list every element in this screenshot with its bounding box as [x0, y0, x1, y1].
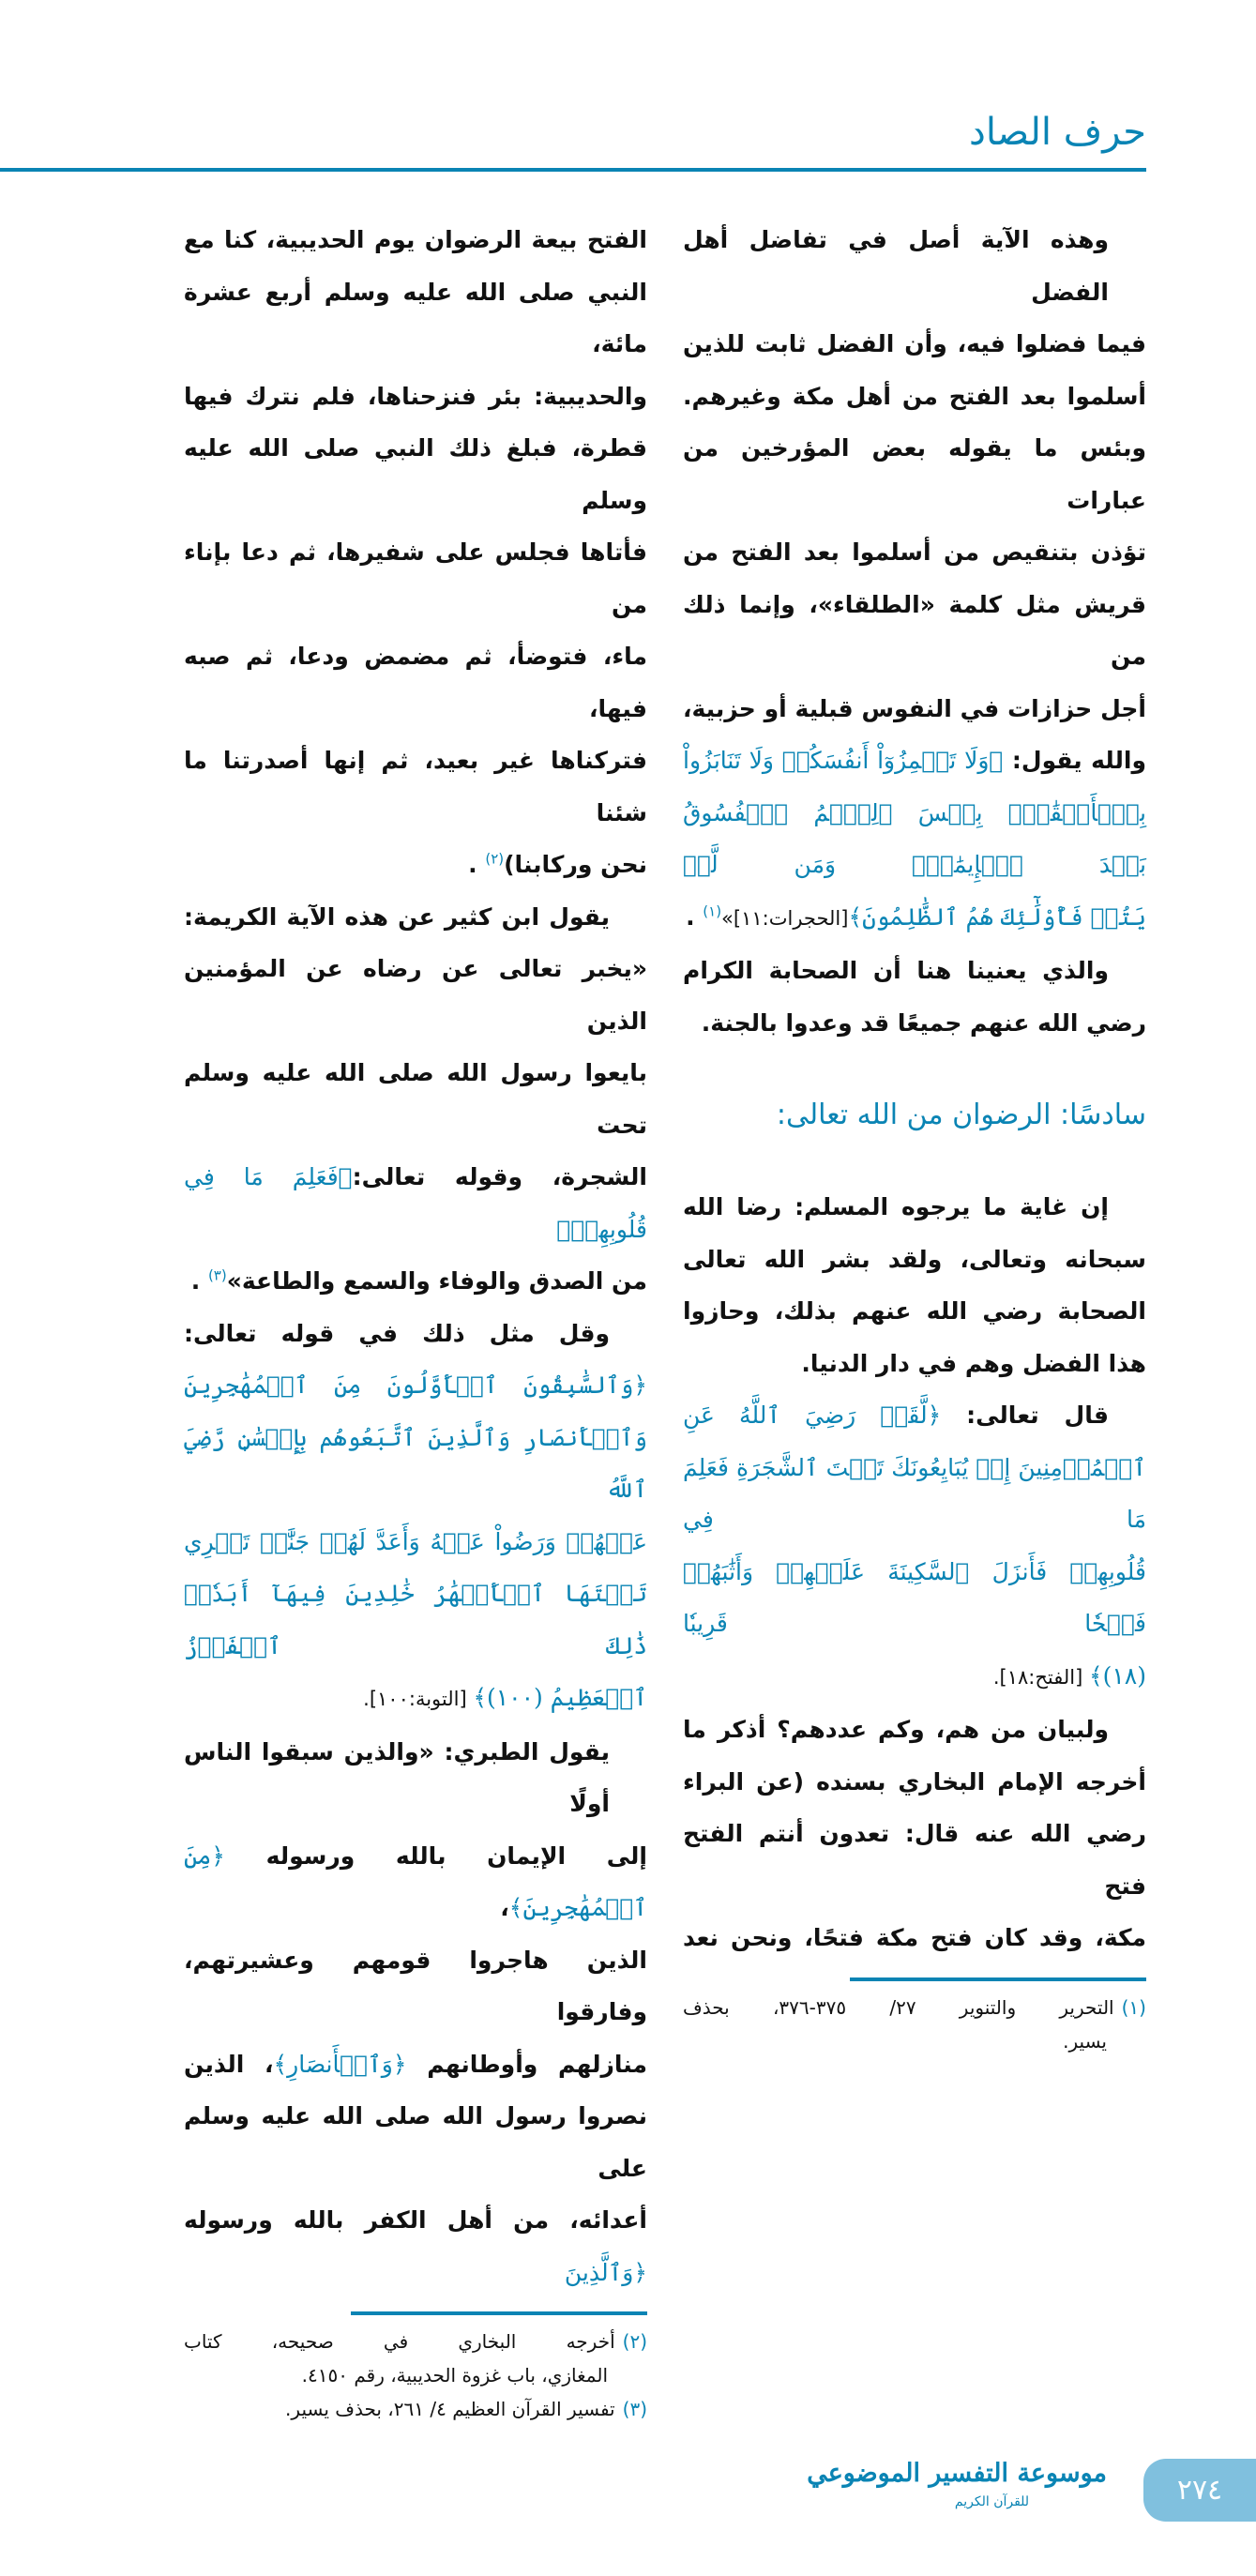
text-line	[184, 526, 647, 630]
body-text: وقل مثل ذلك في قوله تعالى:	[184, 1319, 610, 1347]
body-text: وهذه الآية أصل في تفاضل أهل الفضل	[683, 226, 1109, 306]
text-line	[683, 1704, 1146, 1756]
text-line	[184, 2090, 647, 2194]
quran-verse: ﴿وَلَا تَلۡمِزُوٓاْ أَنفُسَكُمۡ وَلَا تَنَابَزُواْ	[683, 747, 1004, 774]
quran-verse: بِٱلۡأَلۡقَٰبِۖ بِئۡسَ ٱلِٱسۡمُ ٱلۡفُسُوقُ بَعۡدَ ٱلۡإِيمَٰنِۚ وَمَن لَّمۡ	[683, 798, 1146, 878]
body-text: رضي الله عنهم جميعًا قد وعدوا بالجنة.	[701, 1008, 1146, 1037]
body-text: بايعوا رسول الله صلى الله عليه وسلم تحت	[184, 1059, 647, 1139]
quran-verse: عَنۡهُمۡ وَرَضُواْ عَنۡهُ وَأَعَدَّ لَهُمۡ جَنَّٰتٖ تَجۡرِي	[184, 1527, 647, 1555]
quran-verse: ﴿لَّقَدۡ رَضِيَ ٱللَّهُ عَنِ	[683, 1402, 942, 1429]
footnote-number: (٣)	[622, 2398, 647, 2420]
footnote-row	[184, 2392, 647, 2426]
text-line	[184, 371, 647, 423]
hadith-text: قطرة، فبلغ ذلك النبي صلى الله عليه وسلم	[184, 434, 647, 514]
logo-title: موسوعة التفسير الموضوعي	[807, 2459, 1107, 2488]
text-line	[683, 318, 1146, 371]
hadith-text: فأتاها فجلس على شفيرها، ثم دعا بإناء من	[184, 538, 647, 618]
body-text: ولبيان من هم، وكم عددهم؟ أذكر ما	[683, 1716, 1109, 1743]
body-text: والذي يعنينا هنا أن الصحابة الكرام	[683, 957, 1109, 984]
chapter-title: حرف الصاد	[969, 111, 1146, 154]
text-line	[184, 735, 647, 839]
body-text: سادسًا: الرضوان من الله تعالى:	[776, 1099, 1146, 1131]
text-line	[184, 630, 647, 735]
quran-verse: قُلُوبِهِمۡ فَأَنزَلَ ٱلسَّكِينَةَ عَلَيۡهِمۡ وَأَثَٰبَهُمۡ فَتۡحٗا قَرِيبٗا	[683, 1557, 1146, 1637]
header-divider	[0, 168, 1146, 172]
text-line	[683, 1808, 1146, 1912]
body-text: يقول الطبري: «والذين سبقوا الناس أولًا	[184, 1737, 610, 1817]
footnote-row	[683, 2024, 1146, 2058]
text-line	[184, 1359, 647, 1412]
hadith-text: والحديبية: بئر فنزحناها، فلم نترك فيها	[184, 382, 647, 410]
text-line	[683, 945, 1146, 997]
text-line	[683, 787, 1146, 891]
text-line	[683, 683, 1146, 735]
text-line	[683, 371, 1146, 423]
body-text: أخرجه الإمام البخاري بسنده	[804, 1767, 1146, 1796]
left-text-column	[184, 214, 647, 2426]
body-text: يقول ابن كثير عن هذه الآية الكريمة:	[184, 902, 610, 931]
text-line	[683, 1546, 1146, 1650]
page-number: ٢٧٤	[1143, 2459, 1256, 2522]
text-line	[683, 1285, 1146, 1338]
body-text: تؤذن بتنقيص من أسلموا بعد الفتح من	[683, 538, 1146, 566]
logo-subtitle: للقرآن الكريم	[954, 2494, 1030, 2509]
quran-verse: يَتُبۡ فَأُوْلَٰٓئِكَ هُمُ ٱلظَّٰلِمُونَ﴾	[848, 902, 1146, 931]
text-line	[184, 1151, 647, 1255]
body-text: ، الذين	[184, 2050, 274, 2078]
footnote-marker[interactable]: (٣)	[207, 1266, 227, 1284]
text-line	[683, 1650, 1146, 1705]
body-text: «يخبر تعالى عن رضاه عن المؤمنين الذين	[184, 955, 647, 1035]
hadith-text: (عن البراء	[683, 1767, 805, 1796]
footnote-number: (٢)	[622, 2330, 647, 2353]
quran-verse: ﴿مِنَ ٱلۡمُهَٰجِرِينَ﴾	[184, 1841, 647, 1921]
right-text-column	[683, 214, 1146, 2058]
text-line	[683, 1338, 1146, 1390]
body-text: قريش مثل كلمة «الطلقاء»، وإنما ذلك من	[683, 590, 1146, 670]
left-column-body	[184, 214, 647, 2298]
text-line	[683, 997, 1146, 1050]
footnotes-left	[184, 2325, 647, 2426]
body-text: الشجرة، وقوله تعالى:	[352, 1163, 648, 1190]
body-text: والله يقول:	[1003, 747, 1147, 774]
text-line	[683, 526, 1146, 579]
text-line	[683, 422, 1146, 526]
text-line	[683, 891, 1146, 946]
text-line	[184, 1308, 647, 1360]
body-text: أجل حزازات في النفوس قبلية أو حزبية،	[683, 694, 1146, 722]
body-text: .	[686, 902, 704, 931]
footnote-marker[interactable]: (٢)	[485, 850, 505, 868]
footnote-text: أخرجه البخاري في صحيحه، كتاب	[184, 2330, 615, 2353]
hadith-text: فتركناها غير بعيد، ثم إنها أصدرتنا ما شئنا	[184, 747, 647, 826]
footnote-text: يسير.	[1063, 2029, 1107, 2053]
body-text: هذا الفضل وهم في دار الدنيا.	[801, 1349, 1146, 1377]
text-columns	[0, 214, 1256, 2426]
text-line	[683, 1912, 1146, 1964]
text-line	[184, 422, 647, 526]
text-line	[184, 266, 647, 371]
footnote-text: التحرير والتنوير ٢٧/ ٣٧٥-٣٧٦، بحذف	[683, 1995, 1114, 2019]
verse-reference: [الحجرات:١١]»	[721, 906, 849, 930]
text-line	[184, 214, 647, 266]
body-text: قال تعالى:	[941, 1402, 1109, 1429]
footnote-marker[interactable]: (١)	[703, 902, 722, 920]
text-line	[683, 735, 1146, 787]
hadith-text: مكة، وقد كان فتح مكة فتحًا، ونحن نعد	[683, 1924, 1146, 1951]
text-line	[683, 1389, 1146, 1442]
text-line	[184, 2038, 647, 2091]
body-text: منازلهم وأوطانهم	[406, 2050, 647, 2078]
text-line	[683, 214, 1146, 318]
encyclopedia-logo	[807, 2454, 1107, 2529]
page-footer	[0, 2454, 1256, 2576]
hadith-text: نحن وركابنا)	[504, 851, 647, 878]
footnote-row	[184, 2325, 647, 2358]
verse-reference: [التوبة:١٠٠].	[363, 1688, 474, 1710]
text-line	[683, 1442, 1146, 1546]
body-text: .	[468, 851, 486, 878]
text-line	[184, 839, 647, 891]
text-line	[683, 1181, 1146, 1234]
body-text: من الصدق والوفاء والسمع والطاعة»	[226, 1267, 647, 1295]
footnote-text: تفسير القرآن العظيم ٤/ ٢٦١، بحذف يسير.	[285, 2398, 615, 2420]
text-line	[184, 1255, 647, 1308]
body-text: أعدائه، من أهل الكفر بالله ورسوله	[184, 2206, 647, 2234]
verse-reference: [الفتح:١٨].	[992, 1665, 1089, 1689]
body-text: نصروا رسول الله صلى الله عليه وسلم على	[184, 2102, 647, 2182]
quran-verse: (١٨)﴾	[1088, 1661, 1146, 1690]
footnotes-right	[683, 1991, 1146, 2058]
page-header	[0, 0, 1256, 214]
text-line	[184, 1726, 647, 1830]
section-heading	[683, 1049, 1146, 1181]
body-text: إلى الإيمان بالله ورسوله	[224, 1841, 647, 1870]
body-text: .	[190, 1267, 208, 1295]
text-line	[683, 579, 1146, 683]
quran-verse: تَحۡتَهَا ٱلۡأَنۡهَٰرُ خَٰلِدِينَ فِيهَآ أَبَدٗاۚ ذَٰلِكَ ٱلۡفَوۡزُ	[184, 1580, 647, 1659]
body-text: فيما فضلوا فيه، وأن الفضل ثابت للذين	[683, 330, 1146, 357]
body-text: سبحانه وتعالى، ولقد بشر الله تعالى	[683, 1245, 1146, 1273]
body-text: الذين هاجروا قومهم وعشيرتهم، وفارقوا	[184, 1946, 647, 2025]
footnote-divider-right	[850, 1977, 1146, 1981]
text-line	[184, 1830, 647, 1934]
text-line	[184, 1934, 647, 2038]
body-text: إن غاية ما يرجوه المسلم: رضا الله	[683, 1193, 1109, 1220]
text-line	[184, 1047, 647, 1151]
footnote-text: المغازي، باب غزوة الحديبية، رقم ٤١٥٠.	[301, 2364, 608, 2387]
quran-verse: ٱلۡمُؤۡمِنِينَ إِذۡ يُبَايِعُونَكَ تَحۡتَ ٱلشَّجَرَةِ فَعَلِمَ مَا فِي	[683, 1453, 1146, 1533]
text-line	[683, 1756, 1146, 1809]
footnote-divider-left	[351, 2311, 647, 2315]
hadith-text: ماء، فتوضأ، ثم مضمض ودعا، ثم صبه فيها،	[184, 643, 647, 722]
text-line	[184, 891, 647, 944]
hadith-text: الفتح بيعة الرضوان يوم الحديبية، كنا مع	[184, 226, 647, 253]
hadith-text: رضي الله عنه قال: تعدون أنتم الفتح فتح	[683, 1820, 1146, 1900]
text-line	[184, 1516, 647, 1568]
quran-verse: ﴿وَٱلۡأَنصَارِ﴾	[273, 2050, 407, 2078]
hadith-text: النبي صلى الله عليه وسلم أربع عشرة مائة،	[184, 278, 647, 357]
text-line	[184, 1672, 647, 1726]
quran-verse: ٱلۡعَظِيمُ (١٠٠)﴾	[473, 1684, 647, 1711]
text-line	[184, 943, 647, 1047]
quran-verse: ﴿وَٱلسَّٰبِقُونَ ٱلۡأَوَّلُونَ مِنَ ٱلۡمُهَٰجِرِينَ	[184, 1371, 647, 1399]
text-line	[184, 1568, 647, 1672]
quran-verse: ﴿فَعَلِمَ مَا فِي قُلُوبِهِمۡ﴾	[184, 1163, 647, 1243]
body-text: وبئس ما يقوله بعض المؤرخين من عبارات	[683, 434, 1146, 514]
body-text: أسلموا بعد الفتح من أهل مكة وغيرهم.	[683, 382, 1146, 410]
text-line	[184, 2194, 647, 2298]
quran-verse: وَٱلۡأَنصَارِ وَٱلَّذِينَ ٱتَّبَعُوهُم بِإِحۡسَٰنٖ رَّضِيَ ٱللَّهُ	[184, 1423, 647, 1503]
text-line	[184, 1412, 647, 1516]
footnote-number: (١)	[1121, 1995, 1146, 2019]
footnote-row	[184, 2358, 647, 2392]
footnote-row	[683, 1991, 1146, 2024]
body-text: الصحابة رضي الله عنهم بذلك، وحازوا	[683, 1297, 1146, 1325]
quran-verse: ﴿وَٱلَّذِينَ	[564, 2258, 647, 2286]
text-line	[683, 1234, 1146, 1286]
body-text: ،	[500, 1894, 509, 1921]
right-column-body	[683, 214, 1146, 1964]
